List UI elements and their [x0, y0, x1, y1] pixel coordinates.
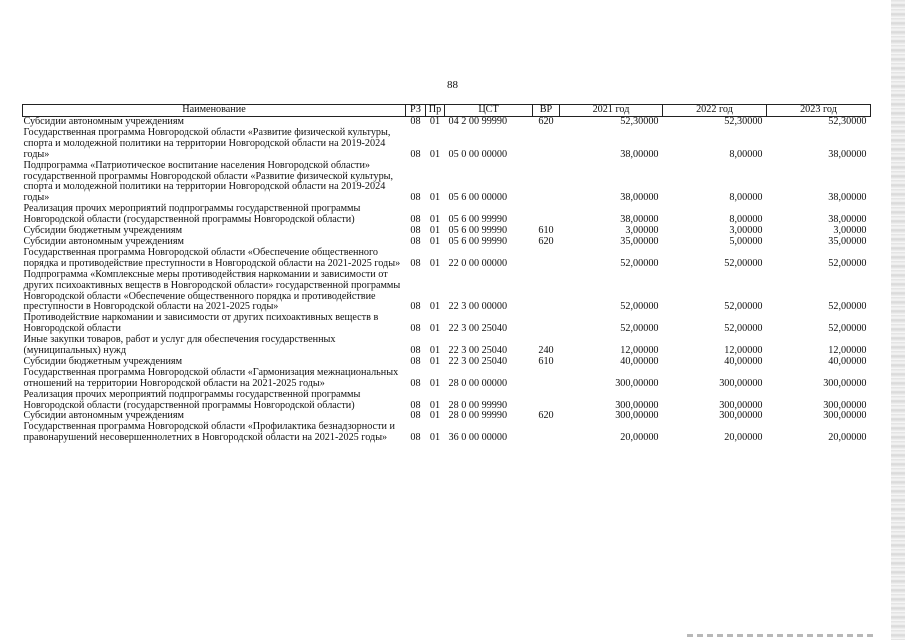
cell-name: Реализация прочих мероприятий подпрограммы государственной программы Новгородской области (государственной программы Новгородской области)	[23, 203, 361, 226]
cell-2021: 300,00000	[615, 377, 659, 389]
column-header-name: Наименование	[23, 105, 406, 117]
cell-2023: 38,00000	[828, 214, 867, 226]
cell-name: Государственная программа Новгородской области «Гармонизация межнациональных отношений на территории Новгородской области на 2021-2025 годы»	[23, 366, 399, 389]
column-header-pr: Пр	[426, 105, 445, 117]
cell-2022: 52,00000	[724, 301, 763, 313]
cell-vr	[533, 270, 560, 314]
cell-cst: 22 3 00 00000	[448, 301, 508, 313]
cell-2023: 52,00000	[828, 301, 867, 313]
cell-pr: 01	[429, 432, 441, 444]
cell-cst: 28 0 00 99990	[448, 410, 508, 422]
cell-pr: 01	[429, 410, 441, 422]
cell-2023: 300,00000	[823, 399, 867, 411]
column-header-2022: 2022 год	[663, 105, 767, 117]
cell-pr: 01	[429, 323, 441, 335]
cell-pr: 01	[429, 399, 441, 411]
cell-2023: 38,00000	[828, 148, 867, 160]
cell-2021: 40,00000	[620, 355, 659, 367]
cell-rz: 08	[410, 323, 421, 335]
cell-name: Субсидии бюджетным учреждениям	[23, 355, 183, 367]
cell-cst: 28 0 00 99990	[448, 399, 508, 411]
cell-cst: 05 6 00 00000	[448, 192, 508, 204]
cell-2021: 38,00000	[620, 214, 659, 226]
cell-2021: 300,00000	[615, 399, 659, 411]
cell-2021: 35,00000	[620, 235, 659, 247]
cell-name: Субсидии автономным учреждениям	[23, 235, 184, 247]
column-header-rz: РЗ	[406, 105, 426, 117]
cell-pr: 01	[429, 225, 441, 237]
cell-cst: 36 0 00 00000	[448, 432, 508, 444]
cell-pr: 01	[429, 301, 441, 313]
cell-2023: 300,00000	[823, 410, 867, 422]
cell-2021: 52,30000	[620, 116, 659, 127]
cell-name: Субсидии автономным учреждениям	[23, 410, 184, 422]
cell-2023: 3,00000	[833, 225, 867, 237]
budget-table	[22, 104, 871, 444]
cell-name: Государственная программа Новгородской области «Профилактика безнадзорности и правонарушений несовершеннолетних в Новгородской области на 2021-2025 годы»	[23, 421, 395, 444]
cell-name: Подпрограмма «Патриотическое воспитание населения Новгородской области» государственной программы Новгородской области «Развитие физической культуры, спорта и молодежной политики на территории Новгородской области на 2019-2024 годы»	[23, 159, 394, 204]
cell-2023: 20,00000	[828, 432, 867, 444]
cell-rz: 08	[410, 377, 421, 389]
cell-pr: 01	[429, 235, 441, 247]
cell-2022: 20,00000	[724, 432, 763, 444]
cell-cst: 05 6 00 99990	[448, 225, 508, 237]
table-row	[23, 248, 871, 270]
cell-pr: 01	[429, 257, 441, 269]
column-header-vr: ВР	[533, 105, 560, 117]
cell-rz: 08	[410, 345, 421, 357]
cell-rz: 08	[410, 432, 421, 444]
cell-vr	[533, 313, 560, 335]
cell-2022: 3,00000	[729, 225, 763, 237]
cell-2021: 52,00000	[620, 301, 659, 313]
cell-cst: 05 6 00 99990	[448, 214, 508, 226]
table-row	[23, 422, 871, 444]
cell-pr: 01	[429, 192, 441, 204]
cell-cst: 22 3 00 25040	[448, 345, 508, 357]
cell-2022: 40,00000	[724, 355, 763, 367]
cell-2023: 12,00000	[828, 345, 867, 357]
cell-rz: 08	[410, 235, 421, 247]
cell-vr: 610	[538, 225, 554, 237]
cell-vr: 620	[538, 235, 554, 247]
cell-pr: 01	[429, 148, 441, 160]
cell-pr: 01	[429, 116, 441, 127]
cell-2023: 300,00000	[823, 377, 867, 389]
page-number: 88	[447, 79, 458, 91]
cell-2021: 20,00000	[620, 432, 659, 444]
cell-name: Противодействие наркомании и зависимости от других психоактивных веществ в Новгородской области	[23, 312, 379, 335]
cell-rz: 08	[410, 148, 421, 160]
cell-rz: 08	[410, 192, 421, 204]
cell-vr: 610	[538, 355, 554, 367]
cell-2023: 52,00000	[828, 257, 867, 269]
cell-2021: 300,00000	[615, 410, 659, 422]
cell-2022: 52,00000	[724, 323, 763, 335]
table-row	[23, 368, 871, 390]
cell-name: Реализация прочих мероприятий подпрограммы государственной программы Новгородской области (государственной программы Новгородской области)	[23, 388, 361, 411]
cell-name: Государственная программа Новгородской области «Развитие физической культуры, спорта и молодежной политики на территории Новгородской области на 2019-2024 годы»	[23, 126, 391, 160]
cell-name: Иные закупки товаров, работ и услуг для обеспечения государственных (муниципальных) нужд	[23, 334, 336, 357]
cell-2023: 52,00000	[828, 323, 867, 335]
cell-2022: 8,00000	[729, 214, 763, 226]
cell-cst: 22 3 00 25040	[448, 323, 508, 335]
cell-cst: 22 0 00 00000	[448, 257, 508, 269]
table-row	[23, 161, 871, 205]
cell-vr: 620	[538, 116, 554, 127]
cell-2021: 12,00000	[620, 345, 659, 357]
cell-cst: 05 0 00 00000	[448, 148, 508, 160]
cell-2022: 8,00000	[729, 192, 763, 204]
cell-2021: 3,00000	[625, 225, 659, 237]
cell-vr	[533, 128, 560, 161]
cell-2023: 38,00000	[828, 192, 867, 204]
cell-rz: 08	[410, 410, 421, 422]
table-header-row	[23, 105, 871, 117]
table-row	[23, 390, 871, 412]
cell-vr	[533, 368, 560, 390]
cell-vr	[533, 204, 560, 226]
cell-cst: 05 6 00 99990	[448, 235, 508, 247]
cell-vr	[533, 422, 560, 444]
cell-vr: 620	[538, 410, 554, 422]
cell-rz: 08	[410, 257, 421, 269]
cell-2022: 12,00000	[724, 345, 763, 357]
cell-cst: 28 0 00 00000	[448, 377, 508, 389]
cell-pr: 01	[429, 377, 441, 389]
cell-2022: 300,00000	[719, 410, 763, 422]
cell-2022: 300,00000	[719, 377, 763, 389]
cell-2022: 52,00000	[724, 257, 763, 269]
table-row	[23, 270, 871, 314]
cell-rz: 08	[410, 399, 421, 411]
cell-2021: 52,00000	[620, 257, 659, 269]
cell-2022: 8,00000	[729, 148, 763, 160]
cell-2021: 38,00000	[620, 192, 659, 204]
cell-2022: 52,30000	[724, 116, 763, 127]
cell-2023: 40,00000	[828, 355, 867, 367]
cell-rz: 08	[410, 301, 421, 313]
cell-cst: 04 2 00 99990	[448, 116, 508, 127]
cell-vr	[533, 248, 560, 270]
cell-name: Субсидии бюджетным учреждениям	[23, 225, 183, 237]
cell-2023: 35,00000	[828, 235, 867, 247]
scan-edge-shadow	[891, 0, 905, 640]
scan-bottom-mark	[687, 634, 877, 637]
table-row	[23, 204, 871, 226]
cell-rz: 08	[410, 355, 421, 367]
cell-name: Государственная программа Новгородской области «Обеспечение общественного порядка и противодействие преступности в Новгородской области на 2021-2025 годы»	[23, 246, 401, 269]
cell-2022: 300,00000	[719, 399, 763, 411]
cell-vr	[533, 390, 560, 412]
table-row	[23, 313, 871, 335]
cell-pr: 01	[429, 355, 441, 367]
cell-vr: 240	[538, 345, 554, 357]
cell-2022: 5,00000	[729, 235, 763, 247]
cell-name: Субсидии автономным учреждениям	[23, 116, 184, 127]
cell-2023: 52,30000	[828, 116, 867, 127]
cell-cst: 22 3 00 25040	[448, 355, 508, 367]
cell-pr: 01	[429, 345, 441, 357]
cell-rz: 08	[410, 214, 421, 226]
table-row	[23, 335, 871, 357]
cell-2021: 52,00000	[620, 323, 659, 335]
column-header-2023: 2023 год	[767, 105, 871, 117]
table-body	[23, 117, 871, 445]
table-row	[23, 128, 871, 161]
cell-vr	[533, 161, 560, 205]
cell-rz: 08	[410, 116, 421, 127]
cell-name: Подпрограмма «Комплексные меры противодействия наркомании и зависимости от других психоактивных веществ в Новгородской области» государственной программы Новгородской области «Обеспечение общественного порядка и противодействие преступности в Новгородской области на 2021-2025 годы»	[23, 268, 401, 313]
cell-rz: 08	[410, 225, 421, 237]
cell-2021: 38,00000	[620, 148, 659, 160]
column-header-cst: ЦСТ	[445, 105, 533, 117]
cell-pr: 01	[429, 214, 441, 226]
column-header-2021: 2021 год	[560, 105, 663, 117]
